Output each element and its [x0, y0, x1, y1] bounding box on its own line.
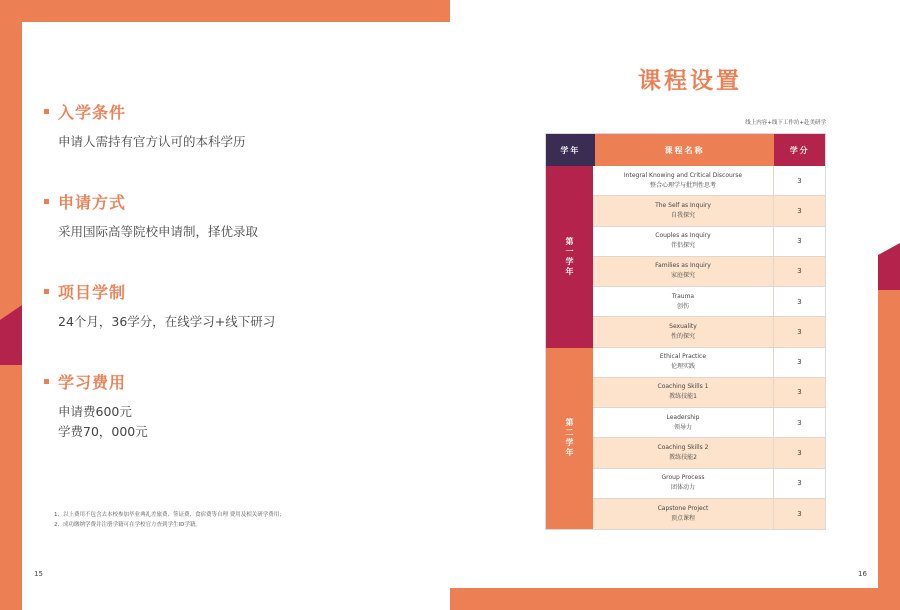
- page-title: 课程设置: [638, 68, 742, 94]
- year-cell-2: 第二学年: [546, 348, 593, 530]
- course-name-zh: 性的探究: [670, 332, 695, 340]
- course-name-zh: 创伤: [676, 302, 689, 310]
- course-name-zh: 顶点课程: [670, 514, 695, 522]
- course-name-en: Couples as Inquiry: [655, 232, 711, 240]
- credit-cell: 3: [797, 176, 802, 185]
- table-row: [593, 438, 825, 468]
- section-body: [58, 312, 275, 332]
- section-line: 学费70，000元: [58, 424, 148, 439]
- table-body: [546, 166, 825, 529]
- course-name-cell: [593, 257, 774, 286]
- delivery-note: 线上内容+线下工作坊+赴美研学: [745, 120, 826, 126]
- course-name-cell: [593, 166, 774, 195]
- section-line: 申请费600元: [58, 404, 132, 419]
- course-name-zh: 家庭探究: [670, 272, 695, 280]
- curriculum-table: [545, 133, 826, 530]
- year-column: [546, 166, 593, 529]
- credit-cell: 3: [797, 237, 802, 246]
- credit-cell: 3: [797, 297, 802, 306]
- section-title: 入学条件: [58, 103, 127, 122]
- table-row: [593, 317, 825, 347]
- table-row: [593, 378, 825, 408]
- bullet-icon: [44, 289, 49, 294]
- course-name-zh: 伦理实践: [670, 363, 695, 371]
- course-name-cell: [593, 499, 774, 529]
- table-row: [593, 287, 825, 317]
- course-name-en: Leadership: [666, 413, 700, 421]
- course-name-en: Coaching Skills 2: [657, 443, 709, 451]
- year-cell-1: 第一学年: [546, 166, 593, 348]
- section-application: [44, 190, 258, 242]
- bullet-icon: [44, 199, 49, 204]
- course-name-zh: 自我探究: [670, 211, 695, 219]
- table-row: [593, 499, 825, 529]
- section-body: [58, 222, 258, 242]
- course-name-en: Families as Inquiry: [655, 262, 711, 270]
- course-name-cell: [593, 227, 774, 256]
- table-row: [593, 348, 825, 378]
- course-name-zh: 教练技能1: [669, 393, 697, 401]
- section-title: 学习费用: [58, 373, 127, 392]
- bullet-icon: [44, 109, 49, 114]
- credit-cell: 3: [797, 388, 802, 397]
- table-row: [593, 408, 825, 438]
- section-fees: [44, 370, 148, 442]
- course-name-zh: 教练技能2: [669, 453, 697, 461]
- course-name-cell: [593, 287, 774, 316]
- right-orange-side-bar: [878, 290, 900, 610]
- table-row: [593, 166, 825, 196]
- section-line: 申请人需持有官方认可的本科学历: [58, 134, 246, 149]
- bullet-icon: [44, 379, 49, 384]
- section-admission: [44, 100, 246, 152]
- page-number-left: 15: [34, 570, 43, 578]
- section-body: [58, 132, 246, 152]
- header-credit: 学分: [774, 134, 825, 166]
- credit-cell: 3: [797, 327, 802, 336]
- course-name-zh: 领导力: [673, 423, 692, 431]
- course-name-zh: 团体动力: [670, 484, 695, 492]
- credit-cell: 3: [797, 358, 802, 367]
- right-bottom-orange-bar: [450, 588, 900, 610]
- course-name-en: Trauma: [671, 292, 695, 300]
- course-name-en: The Self as Inquiry: [655, 201, 711, 209]
- section-duration: [44, 280, 275, 332]
- table-row: [593, 227, 825, 257]
- section-line: 24个月，36学分，在线学习+线下研习: [58, 314, 276, 329]
- header-course: 课程名称: [595, 134, 775, 166]
- course-name-en: Integral Knowing and Critical Discourse: [623, 171, 743, 179]
- course-name-en: Coaching Skills 1: [657, 383, 709, 391]
- course-name-cell: [593, 196, 774, 225]
- footnotes: [54, 510, 285, 530]
- course-name-en: Group Process: [661, 474, 705, 482]
- course-name-en: Sexuality: [669, 322, 697, 330]
- table-row: [593, 196, 825, 226]
- table-row: [593, 257, 825, 287]
- credit-cell: 3: [797, 206, 802, 215]
- course-rows: [593, 166, 825, 529]
- section-title: 项目学制: [58, 283, 127, 302]
- footnote: 1、以上费用不包含去本校参加毕业典礼差旅费、签证费、食宿费等自理 费用及相关研学费用；: [54, 512, 285, 518]
- page-number-right: 16: [858, 570, 867, 578]
- header-year: 学年: [546, 134, 595, 166]
- section-title: 申请方式: [58, 193, 127, 212]
- credit-cell: 3: [797, 479, 802, 488]
- course-name-zh: 整合心理学与批判性思考: [649, 181, 716, 189]
- course-name-cell: [593, 469, 774, 498]
- section-body: [58, 402, 148, 442]
- course-name-cell: [593, 438, 774, 467]
- course-name-en: Ethical Practice: [659, 353, 707, 361]
- footnote: 2、成功缴纳学费并注册学籍可在学校官方查到学生ID学籍。: [54, 522, 201, 528]
- course-name-cell: [593, 378, 774, 407]
- course-name-cell: [593, 408, 774, 437]
- table-header: [546, 134, 825, 166]
- credit-cell: 3: [797, 267, 802, 276]
- credit-cell: 3: [797, 448, 802, 457]
- course-name-cell: [593, 317, 774, 346]
- table-row: [593, 469, 825, 499]
- section-line: 采用国际高等院校申请制，择优录取: [58, 224, 259, 239]
- course-name-en: Capstone Project: [657, 504, 709, 512]
- course-name-cell: [593, 348, 774, 377]
- course-name-zh: 伴侣探究: [670, 242, 695, 250]
- credit-cell: 3: [797, 418, 802, 427]
- credit-cell: 3: [797, 509, 802, 518]
